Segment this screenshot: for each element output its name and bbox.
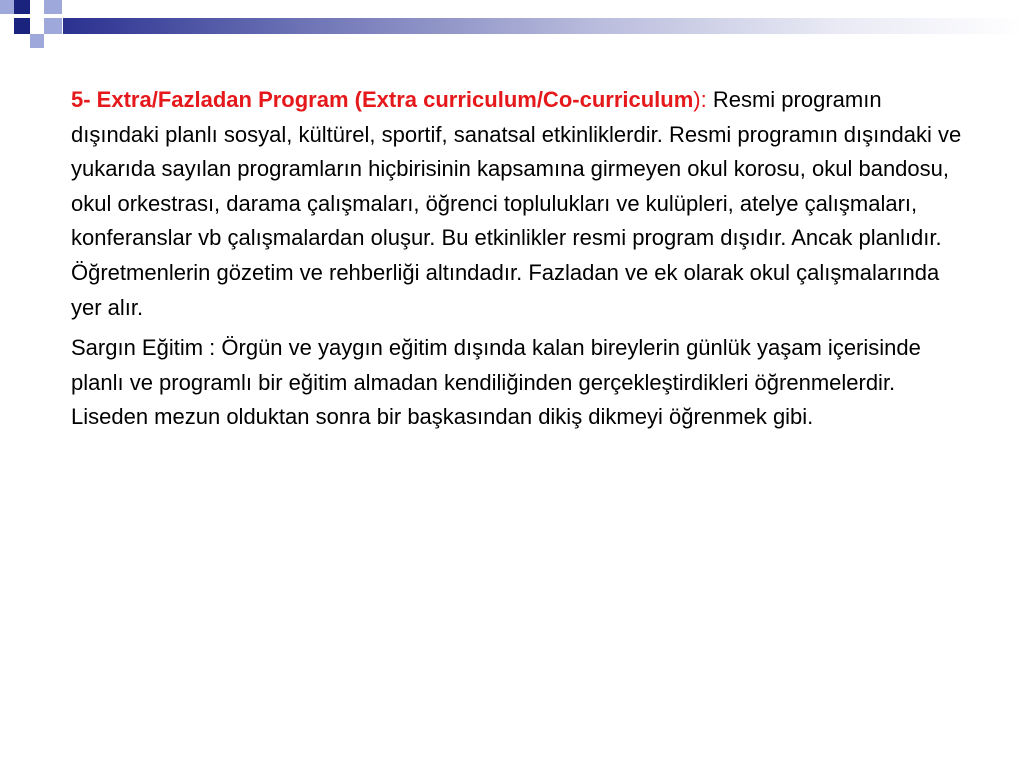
paragraph-extra-program: [71, 83, 971, 325]
paragraph-sargin-egitim: [71, 331, 971, 435]
decor-square: [14, 18, 30, 34]
header-gradient-bar: [63, 18, 1024, 34]
paragraph-body: Sargın Eğitim : Örgün ve yaygın eğitim dışında kalan bireylerin günlük yaşam içerisinde planlı ve programlı bir eğitim almadan kendiliğinden gerçekleştirdikleri öğrenmelerdir. Liseden mezun olduktan sonra bir başkasından dikiş dikmeyi öğrenmek gibi.: [71, 335, 921, 430]
decor-square: [44, 0, 62, 14]
section-heading: 5- Extra/Fazladan Program (Extra curriculum/Co-curriculum: [71, 87, 694, 112]
decor-square: [30, 34, 44, 48]
slide-body: [71, 83, 971, 441]
paragraph-body: Resmi programın dışındaki planlı sosyal, kültürel, sportif, sanatsal etkinliklerdir. Resmi programın dışındaki ve yukarıda sayılan programların hiçbirisinin kapsamına girmeyen okul korosu, okul bandosu, okul orkestrası, darama çalışmaları, öğrenci toplulukları ve kulüpleri, atelye çalışmaları, konferanslar vb çalışmalardan oluşur. Bu etkinlikler resmi program dışıdır. Ancak planlıdır. Öğretmenlerin gözetim ve rehberliği altındadır. Fazladan ve ek olarak okul çalışmalarında yer alır.: [71, 87, 962, 320]
section-heading-tail: ):: [693, 87, 707, 112]
decor-square: [0, 0, 14, 14]
decor-square: [14, 0, 30, 14]
decor-square: [44, 18, 62, 34]
